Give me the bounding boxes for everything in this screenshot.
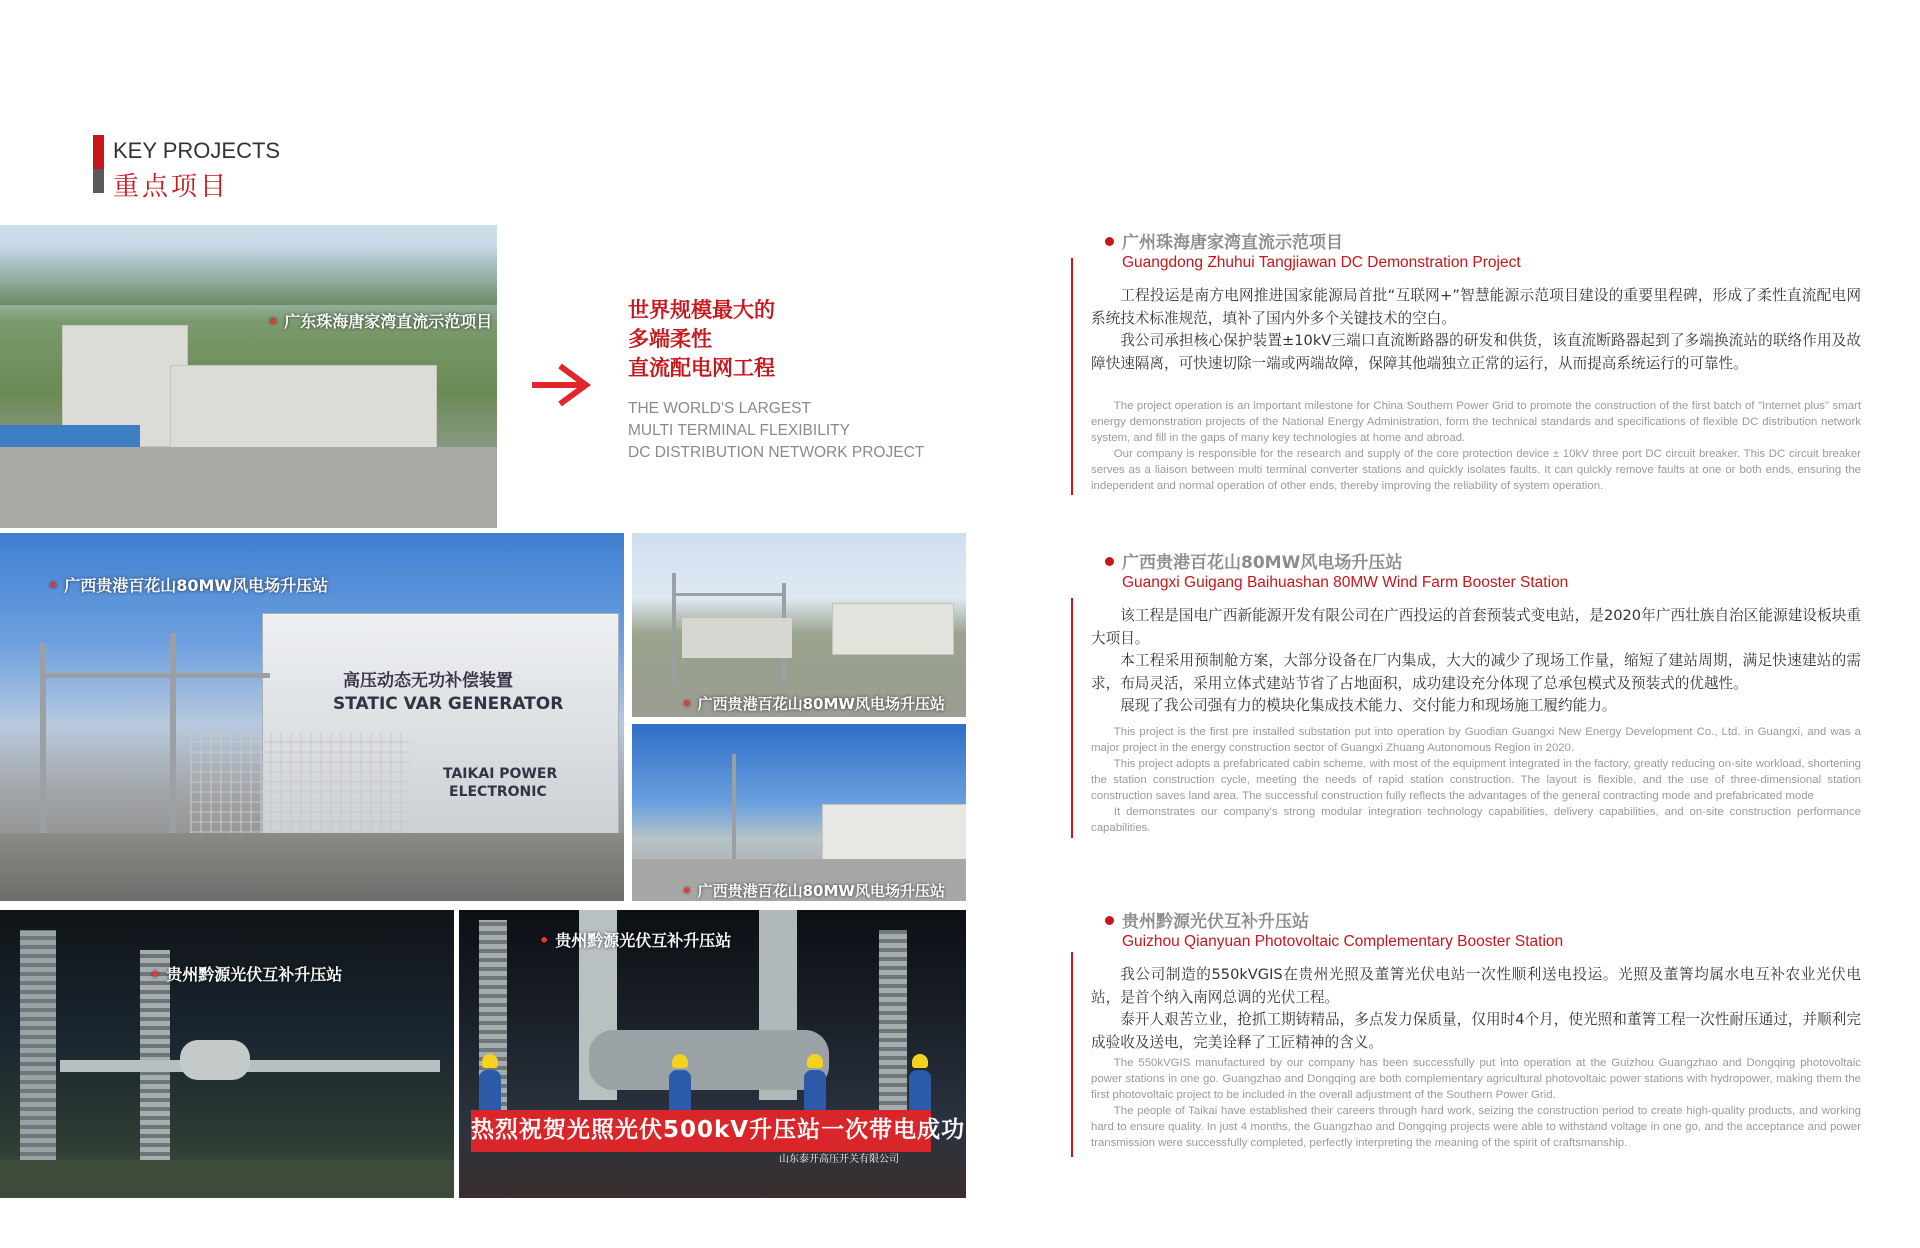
photo-caption: 贵州黔源光伏互补升压站	[166, 965, 343, 984]
project-body-en	[1091, 724, 1861, 836]
section-title-en: KEY PROJECTS	[113, 138, 281, 163]
project-body-cn	[1091, 285, 1861, 375]
paragraph-cn: 我公司制造的550kVGIS在贵州光照及董箐光伏电站一次性顺利送电投运。光照及董箐均属水电互补农业光伏电站，是首个纳入南网总调的光伏工程。	[1091, 966, 1861, 1006]
insulator-column	[20, 930, 56, 1170]
hill-shape	[0, 245, 497, 305]
project-title-en: Guizhou Qianyuan Photovoltaic Complementary Booster Station	[1122, 933, 1564, 950]
slogan-en	[628, 398, 924, 464]
blue-roof	[0, 425, 140, 447]
red-bullet-icon: •	[268, 312, 279, 331]
paragraph-cn: 展现了我公司强有力的模块化集成技术能力、交付能力和现场施工履约能力。	[1120, 697, 1617, 715]
project-divider	[1071, 598, 1073, 838]
red-bullet-icon: •	[539, 931, 550, 950]
container-label-cn: 高压动态无功补偿装置	[343, 671, 513, 691]
steel-post	[672, 573, 676, 683]
red-bullet-icon	[1105, 557, 1114, 566]
arrow-right-icon	[532, 363, 592, 407]
paragraph-cn: 该工程是国电广西新能源开发有限公司在广西投运的首套预装式变电站，是2020年广西壮族自治区能源建设板块重大项目。	[1091, 607, 1861, 647]
steel-post	[170, 633, 176, 843]
section-title-cn: 重点项目	[113, 172, 230, 202]
paragraph-cn: 本工程采用预制舱方案，大部分设备在厂内集成，大大的减少了现场工作量，缩短了建站周期，满足快速建站的需求，布局灵活，采用立体式建站节省了占地面积，成功建设充分体现了总承包模式及预装式的优越性。	[1091, 652, 1861, 692]
project-title-cn: 广州珠海唐家湾直流示范项目	[1122, 233, 1343, 253]
paragraph-cn: 我公司承担核心保护装置±10kV三端口直流断路器的研发和供货，该直流断路器起到了多端换流站的联络作用及故障快速隔离，可快速切除一端或两端故障，保障其他端独立正常的运行，从而提高系统运行的可靠性。	[1091, 332, 1861, 372]
container-brand-1: TAIKAI POWER	[443, 766, 558, 782]
paragraph-en: The 550kVGIS manufactured by our company has been successfully put into operation at the Guizhou Guangzhao and Dongqing photovoltaic power stations in one go. Guangzhao and Dongqing are both complementary agricultural photovoltaic power stations with hydropower, making them the first photovoltaic project to be included in the overall adjustment of the Southern Power Grid.	[1091, 1057, 1861, 1101]
ground	[0, 447, 497, 528]
prefab-cabin	[832, 603, 954, 655]
photo-caption: 广西贵港百花山80MW风电场升压站	[697, 695, 945, 713]
red-bullet-icon: •	[150, 965, 161, 984]
red-bullet-icon: •	[682, 882, 692, 900]
red-bullet-icon: •	[682, 695, 692, 713]
gis-tank	[180, 1040, 250, 1080]
steel-beam	[60, 1060, 440, 1072]
header-accent-bar	[93, 135, 104, 169]
steel-beam	[40, 673, 270, 678]
slogan-en-line: DC DISTRIBUTION NETWORK PROJECT	[628, 444, 925, 461]
photo-caption: 广西贵港百花山80MW风电场升压站	[697, 882, 945, 900]
prefab-cabin	[822, 804, 966, 861]
slogan-cn-line: 世界规模最大的	[628, 298, 775, 322]
project-divider	[1071, 258, 1073, 495]
project-divider	[1071, 952, 1073, 1157]
slogan-cn	[628, 296, 775, 383]
slogan-cn-line: 直流配电网工程	[628, 356, 775, 380]
prefab-cabin	[682, 618, 792, 658]
gis-tank	[589, 1030, 829, 1090]
slogan-cn-line: 多端柔性	[628, 327, 712, 351]
celebration-banner: 热烈祝贺光照光伏500kV升压站一次带电成功	[471, 1110, 931, 1152]
project-body-cn	[1091, 605, 1861, 718]
photo-baihuashan-2	[632, 533, 966, 717]
project-title-en: Guangxi Guigang Baihuashan 80MW Wind Farm Booster Station	[1122, 574, 1569, 591]
slogan-en-line: THE WORLD'S LARGEST	[628, 400, 811, 417]
slogan-en-line: MULTI TERMINAL FLEXIBILITY	[628, 422, 850, 439]
project-body-cn	[1091, 964, 1861, 1054]
red-bullet-icon: •	[48, 576, 59, 595]
paragraph-cn: 泰开人艰苦立业，抢抓工期铸精品，多点发力保质量，仅用时4个月，使光照和董箐工程一次性耐压通过，并顺利完成验收及送电，完美诠释了工匠精神的含义。	[1091, 1011, 1861, 1051]
container-label-en: STATIC VAR GENERATOR	[333, 694, 564, 714]
paragraph-en: This project adopts a prefabricated cabin scheme, with most of the equipment integrated in the factory, greatly reducing on-site workload, shortening the station construction cycle, meeting the needs of rapid station construction. The layout is flexible, and the use of three-dimensional station construction saves land area. The successful construction fully reflects the advantages of the general contracting mode and prefabricated mode	[1091, 758, 1861, 802]
photo-qianyuan-night-1	[0, 910, 454, 1198]
steel-post	[732, 754, 736, 864]
photo-tangjiawan	[0, 225, 497, 528]
photo-caption: 广东珠海唐家湾直流示范项目	[284, 312, 493, 331]
project-body-en	[1091, 398, 1861, 494]
steel-beam	[672, 593, 786, 596]
ground	[0, 1160, 454, 1198]
photo-baihuashan-3	[632, 724, 966, 901]
paragraph-en: It demonstrates our company's strong modular integration technology capabilities, delivery capabilities, and on-site construction performance capabilities.	[1091, 806, 1861, 834]
photo-qianyuan-night-2	[459, 910, 966, 1198]
photo-caption: 贵州黔源光伏互补升压站	[555, 931, 732, 950]
header-accent-bar-gray	[93, 169, 104, 193]
paragraph-en: This project is the first pre installed substation put into operation by Guodian Guangxi New Energy Development Co., Ltd. in Guangxi, and was a major project in the energy construction sector of Guangxi Zhuang Autonomous Region in 2020.	[1091, 726, 1861, 754]
photo-caption: 广西贵港百花山80MW风电场升压站	[64, 576, 329, 595]
project-title-en: Guangdong Zhuhui Tangjiawan DC Demonstration Project	[1122, 254, 1521, 271]
paragraph-cn: 工程投运是南方电网推进国家能源局首批“互联网+”智慧能源示范项目建设的重要里程碑，形成了柔性直流配电网系统技术标准规范，填补了国内外多个关键技术的空白。	[1091, 287, 1861, 327]
gravel-ground	[0, 833, 624, 901]
project-body-en	[1091, 1055, 1861, 1151]
paragraph-en: The people of Taikai have established their careers through hard work, seizing the construction period to create high-quality products, and working hard to ensure quality. In just 4 months, the Guangzhao and Dongqing projects were able to withstand voltage in one go, and the acceptance and power transmission were successfully completed, perfectly interpreting the meaning of the spirit of craftsmanship.	[1091, 1105, 1861, 1149]
project-title-cn: 贵州黔源光伏互补升压站	[1122, 912, 1309, 932]
red-bullet-icon	[1105, 237, 1114, 246]
paragraph-en: Our company is responsible for the research and supply of the core protection device ± 10kV three port DC circuit breaker. This DC circuit breaker serves as a liaison between multi terminal converter stations and quickly isolates faults. It can quickly remove faults at one or both ends, ensuring the independent and normal operation of other ends, thereby improving the reliability of system operation.	[1091, 448, 1861, 492]
paragraph-en: The project operation is an important milestone for China Southern Power Grid to promote the construction of the first batch of "Internet plus" smart energy demonstration projects of the National Energy Administration, form the technical standards and specifications of flexible DC distribution network system, and fill in the gaps of many key technologies at home and abroad.	[1091, 400, 1861, 444]
project-title-cn: 广西贵港百花山80MW风电场升压站	[1122, 553, 1403, 573]
photo-baihuashan-main	[0, 533, 624, 901]
red-bullet-icon	[1105, 916, 1114, 925]
banner-company: 山东泰开高压开关有限公司	[779, 1154, 899, 1165]
container-brand-2: ELECTRONIC	[449, 784, 547, 800]
insulator-column	[879, 930, 907, 1110]
